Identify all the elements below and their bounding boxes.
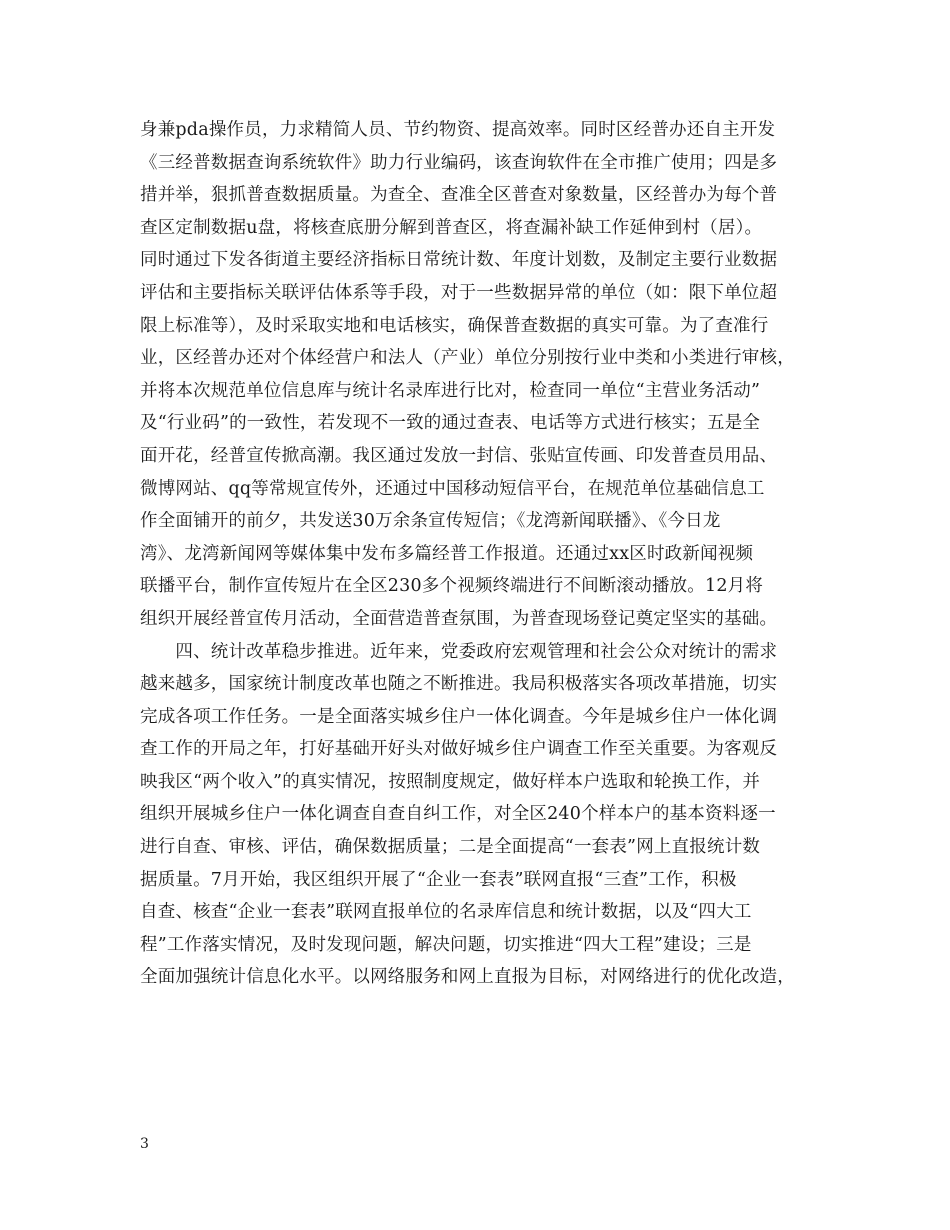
text-line: 湾》、龙湾新闻网等媒体集中发布多篇经普工作报道。还通过xx区时政新闻视频	[140, 543, 754, 564]
text-line: 越来越多，国家统计制度改革也随之不断推进。我局积极落实各项改革措施，切实	[140, 674, 778, 695]
text-line: 据质量。7月开始，我区组织开展了“企业一套表”联网直报“三查”工作，积极	[140, 869, 737, 890]
text-line: 查区定制数据u盘，将核查底册分解到普查区，将查漏补缺工作延伸到村（居）。	[140, 217, 763, 238]
text-line: 同时通过下发各街道主要经济指标日常统计数、年度计划数，及制定主要行业数据	[140, 250, 778, 271]
text-line: 进行自查、审核、评估，确保数据质量；二是全面提高“一套表”网上直报统计数	[140, 837, 761, 858]
text-line: 完成各项工作任务。一是全面落实城乡住户一体化调查。今年是城乡住户一体化调	[140, 706, 778, 727]
text-line: 面开花，经普宣传掀高潮。我区通过发放一封信、张贴宣传画、印发普查员用品、	[140, 445, 778, 466]
text-line: 评估和主要指标关联评估体系等手段，对于一些数据异常的单位（如：限下单位超	[140, 282, 778, 303]
text-line: 联播平台，制作宣传短片在全区230多个视频终端进行不间断滚动播放。12月将	[140, 576, 764, 597]
text-line: 查工作的开局之年，打好基础开好头对做好城乡住户调查工作至关重要。为客观反	[140, 739, 778, 760]
text-line: 组织开展城乡住户一体化调查自查自纠工作，对全区240个样本户的基本资料逐一	[140, 804, 776, 825]
text-line: 业，区经普办还对个体经营户和法人（产业）单位分别按行业中类和小类进行审核，	[140, 348, 795, 369]
text-line: 组织开展经普宣传月活动，全面营造普查氛围，为普查现场登记奠定坚实的基础。	[140, 608, 778, 629]
text-line: 措并举，狠抓普查数据质量。为查全、查准全区普查对象数量，区经普办为每个普	[140, 185, 778, 206]
text-line: 作全面铺开的前夕，共发送30万余条宣传短信；《龙湾新闻联播》、《今日龙	[140, 511, 721, 532]
text-line: 映我区“两个收入”的真实情况，按照制度规定，做好样本户选取和轮换工作，并	[140, 771, 761, 792]
text-line: 自查、核查“企业一套表”联网直报单位的名录库信息和统计数据，以及“四大工	[140, 902, 752, 923]
text-line: 《三经普数据查询系统软件》助力行业编码，该查询软件在全市推广使用；四是多	[140, 152, 778, 173]
text-line: 及“行业码”的一致性，若发现不一致的通过查表、电话等方式进行核实；五是全	[140, 413, 761, 434]
text-line: 程”工作落实情况，及时发现问题，解决问题，切实推进“四大工程”建设；三是	[140, 934, 752, 955]
text-line: 四、统计改革稳步推进。近年来，党委政府宏观管理和社会公众对统计的需求	[140, 641, 778, 662]
text-line: 微博网站、qq等常规宣传外，还通过中国移动短信平台，在规范单位基础信息工	[140, 478, 765, 499]
text-line: 限上标准等），及时采取实地和电话核实，确保普查数据的真实可靠。为了查准行	[140, 315, 769, 336]
text-line: 身兼pda操作员，力求精简人员、节约物资、提高效率。同时区经普办还自主开发	[140, 120, 776, 140]
text-line: 全面加强统计信息化水平。以网络服务和网上直报为目标，对网络进行的优化改造，	[140, 967, 795, 988]
body-text	[140, 114, 820, 994]
page-number: 3	[140, 1136, 149, 1152]
text-line: 并将本次规范单位信息库与统计名录库进行比对，检查同一单位“主营业务活动”	[140, 380, 761, 401]
